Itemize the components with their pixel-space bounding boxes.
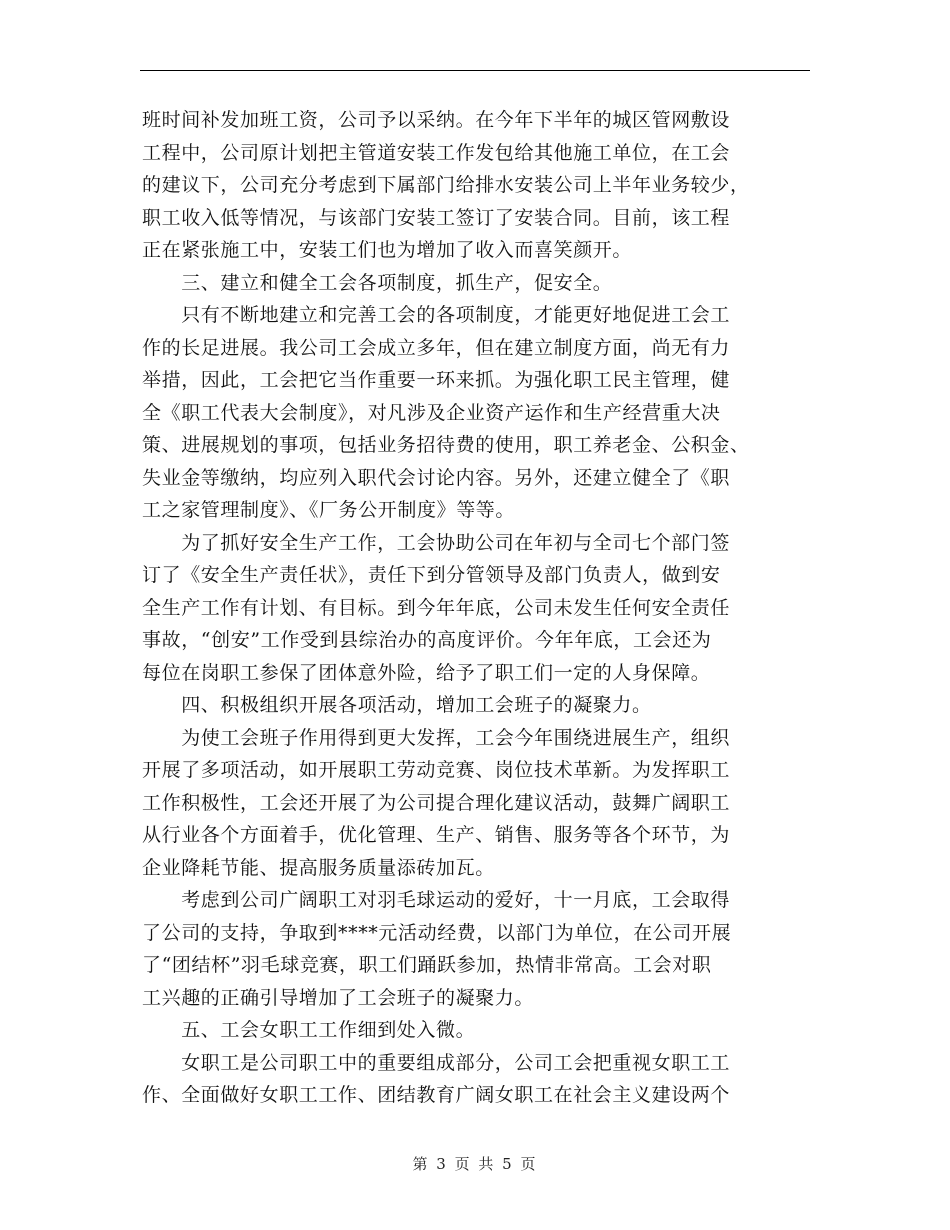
text-line: 考虑到公司广阔职工对羽毛球运动的爱好，十一月底，工会取得 (142, 889, 731, 911)
text-line: 工兴趣的正确引导增加了工会班子的凝聚力。 (142, 986, 535, 1009)
text-line: 策、进展规划的事项，包括业务招待费的使用，职工养老金、公积金、 (142, 434, 750, 456)
text-line: 只有不断地建立和完善工会的各项制度，才能更好地促进工会工 (142, 304, 731, 326)
header-rule (140, 70, 810, 71)
text-line: 正在紧张施工中，安装工们也为增加了收入而喜笑颜开。 (142, 239, 633, 261)
text-line: 作的长足进展。我公司工会成立多年，但在建立制度方面，尚无有力 (142, 336, 731, 359)
body-text (142, 104, 810, 1112)
text-line: 为了抓好安全生产工作，工会协助公司在年初与全司七个部门签 (142, 531, 731, 554)
text-line: 了“团结杯”羽毛球竞赛，职工们踊跃参加，热情非常高。工会对职 (142, 954, 712, 976)
text-line: 事故，“创安”工作受到县综治办的高度评价。今年年底，工会还为 (142, 629, 712, 651)
text-line: 企业降耗节能、提高服务质量添砖加瓦。 (142, 856, 495, 879)
text-line: 作、全面做好女职工工作、团结教育广阔女职工在社会主义建设两个 (142, 1084, 731, 1106)
text-line: 职工收入低等情况，与该部门安装工签订了安装合同。目前，该工程 (142, 206, 731, 229)
text-line: 四、积极组织开展各项活动，增加工会班子的凝聚力。 (142, 694, 652, 716)
text-line: 班时间补发加班工资，公司予以采纳。在今年下半年的城区管网敷设 (142, 109, 731, 131)
text-line: 工程中，公司原计划把主管道安装工作发包给其他施工单位，在工会 (142, 141, 731, 164)
text-line: 为使工会班子作用得到更大发挥，工会今年围绕进展生产，组织 (142, 726, 731, 749)
text-line: 全《职工代表大会制度》，对凡涉及企业资产运作和生产经营重大决 (142, 401, 721, 424)
text-line: 工之家管理制度》、《厂务公开制度》等等。 (142, 499, 516, 521)
text-line: 订了《安全生产责任状》，责任下到分管领导及部门负责人，做到安 (142, 564, 721, 586)
text-line: 五、工会女职工工作细到处入微。 (142, 1019, 476, 1041)
text-line: 全生产工作有计划、有目标。到今年年底，公司未发生任何安全责任 (142, 596, 731, 619)
page-number: 第 3 页 共 5 页 (412, 1155, 538, 1173)
text-line: 女职工是公司职工中的重要组成部分，公司工会把重视女职工工 (142, 1051, 731, 1074)
text-line: 举措，因此，工会把它当作重要一环来抓。为强化职工民主管理，健 (142, 369, 731, 391)
text-line: 工作积极性，工会还开展了为公司提合理化建议活动，鼓舞广阔职工 (142, 791, 731, 814)
text-line: 了公司的支持，争取到****元活动经费，以部门为单位，在公司开展 (142, 921, 732, 944)
text-line: 三、建立和健全工会各项制度，抓生产，促安全。 (142, 271, 613, 294)
text-line: 从行业各个方面着手，优化管理、生产、销售、服务等各个环节，为 (142, 824, 731, 846)
text-line: 失业金等缴纳，均应列入职代会讨论内容。另外，还建立健全了《职 (142, 466, 731, 489)
text-line: 的建议下，公司充分考虑到下属部门给排水安装公司上半年业务较少， (142, 174, 750, 196)
text-line: 开展了多项活动，如开展职工劳动竞赛、岗位技术革新。为发挥职工 (142, 759, 731, 781)
text-line: 每位在岗职工参保了团体意外险，给予了职工们一定的人身保障。 (142, 661, 711, 684)
